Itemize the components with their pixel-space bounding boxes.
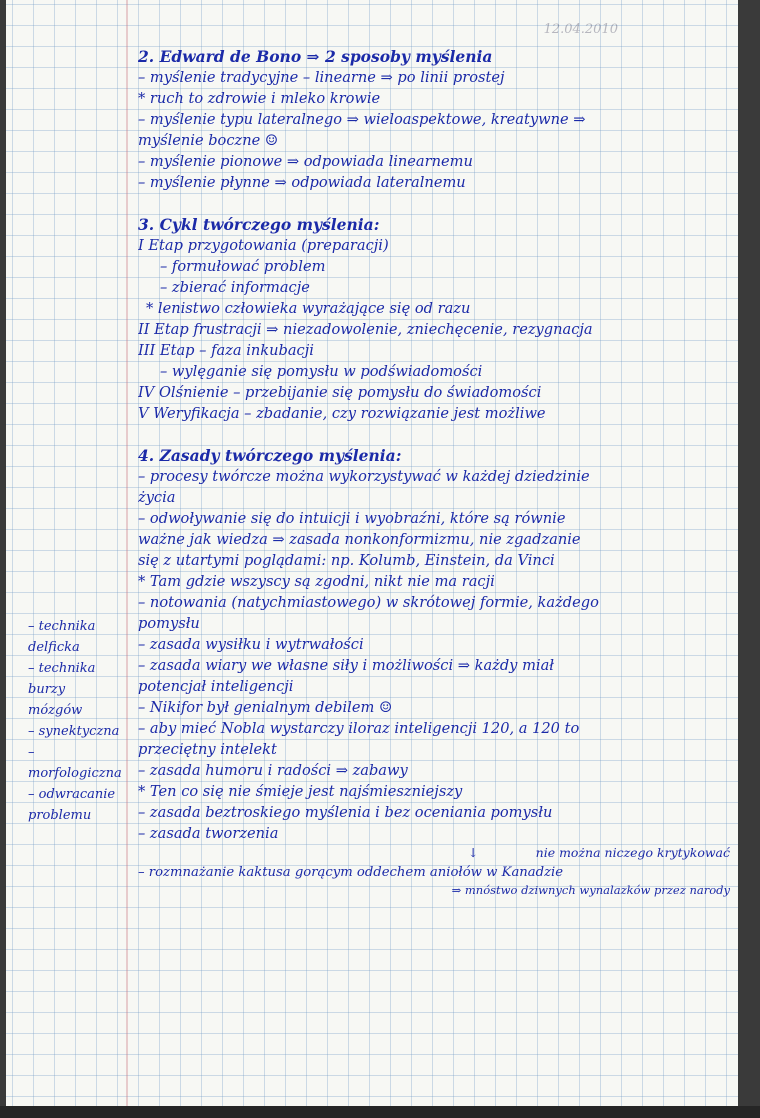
note-line: przeciętny intelekt <box>138 741 277 758</box>
margin-note: delficka <box>28 640 80 655</box>
note-line: – odwoływanie się do intuicji i wyobraźni, które są równie <box>138 510 566 527</box>
section-4-heading: 4. Zasady twórczego myślenia: <box>138 446 402 465</box>
stage-line: IV Olśnienie – przebijanie się pomysłu do świadomości <box>138 384 542 401</box>
margin-note: problemu <box>28 808 92 823</box>
annotation-text: ⇒ mnóstwo dziwnych wynalazków przez narody <box>451 883 730 897</box>
note-line: potencjał inteligencji <box>138 678 294 695</box>
margin-note: – technika <box>28 619 96 634</box>
section-3-heading: 3. Cykl twórczego myślenia: <box>138 215 380 234</box>
note-line: pomysłu <box>138 615 200 632</box>
section-2-heading: 2. Edward de Bono ⇒ 2 sposoby myślenia <box>138 47 493 66</box>
margin-note: – morfologiczna <box>28 745 122 781</box>
annotation-arrow: ↓ <box>468 845 479 860</box>
note-line: – zasada tworzenia <box>138 825 279 842</box>
notes-content <box>138 46 730 897</box>
stage-item: – formułować problem <box>160 258 326 275</box>
spacer <box>138 424 730 445</box>
note-line: – myślenie typu lateralnego ⇒ wieloaspektowe, kreatywne ⇒ <box>138 111 586 128</box>
note-line: – zasada humoru i radości ⇒ zabawy <box>138 762 408 779</box>
note-line: – myślenie pionowe ⇒ odpowiada linearnemu <box>138 153 473 170</box>
note-line: – procesy twórcze można wykorzystywać w każdej dziedzinie <box>138 468 590 485</box>
margin-note: mózgów <box>28 703 83 718</box>
note-line: – rozmnażanie kaktusa gorącym oddechem aniołów w Kanadzie <box>138 865 564 880</box>
stage-item: – wylęganie się pomysłu w podświadomości <box>160 363 483 380</box>
margin-note: – odwracanie <box>28 787 116 802</box>
page-date: 12.04.2010 <box>543 22 618 37</box>
spacer <box>138 193 730 214</box>
margin-note: burzy <box>28 682 66 697</box>
stage-item: – zbierać informacje <box>160 279 310 296</box>
margin-note: – technika <box>28 661 96 676</box>
note-line: – aby mieć Nobla wystarczy iloraz inteligencji 120, a 120 to <box>138 720 580 737</box>
background-edge <box>0 1106 760 1118</box>
note-line: – Nikifor był genialnym debilem ☺ <box>138 699 393 716</box>
note-line: – myślenie płynne ⇒ odpowiada lateralnemu <box>138 174 466 191</box>
note-line: życia <box>138 489 176 506</box>
margin-notes <box>28 616 128 826</box>
margin-line <box>126 0 128 1106</box>
stage-line: V Weryfikacja – zbadanie, czy rozwiązanie jest możliwe <box>138 405 546 422</box>
annotation-row <box>138 844 730 862</box>
note-line: – zasada wiary we własne siły i możliwości ⇒ każdy miał <box>138 657 555 674</box>
note-line: – notowania (natychmiastowego) w skrótowej formie, każdego <box>138 594 599 611</box>
stage-line: I Etap przygotowania (preparacji) <box>138 237 389 254</box>
annotation-text: nie można niczego krytykować <box>535 845 730 860</box>
stage-item: * lenistwo człowieka wyrażające się od razu <box>146 300 471 317</box>
note-line: ważne jak wiedza ⇒ zasada nonkonformizmu, nie zgadzanie <box>138 531 581 548</box>
stage-line: III Etap – faza inkubacji <box>138 342 314 359</box>
notebook-page <box>6 0 738 1106</box>
note-line: * Ten co się nie śmieje jest najśmieszniejszy <box>138 783 463 800</box>
stage-line: II Etap frustracji ⇒ niezadowolenie, zniechęcenie, rezygnacja <box>138 321 593 338</box>
note-line: myślenie boczne ☺ <box>138 132 278 149</box>
note-line: * Tam gdzie wszyscy są zgodni, nikt nie ma racji <box>138 573 495 590</box>
margin-note: – synektyczna <box>28 724 120 739</box>
note-line: * ruch to zdrowie i mleko krowie <box>138 90 381 107</box>
note-line: – zasada wysiłku i wytrwałości <box>138 636 364 653</box>
note-line: – myślenie tradycyjne – linearne ⇒ po linii prostej <box>138 69 505 86</box>
note-line: – zasada beztroskiego myślenia i bez oceniania pomysłu <box>138 804 553 821</box>
note-line: się z utartymi poglądami: np. Kolumb, Einstein, da Vinci <box>138 552 555 569</box>
